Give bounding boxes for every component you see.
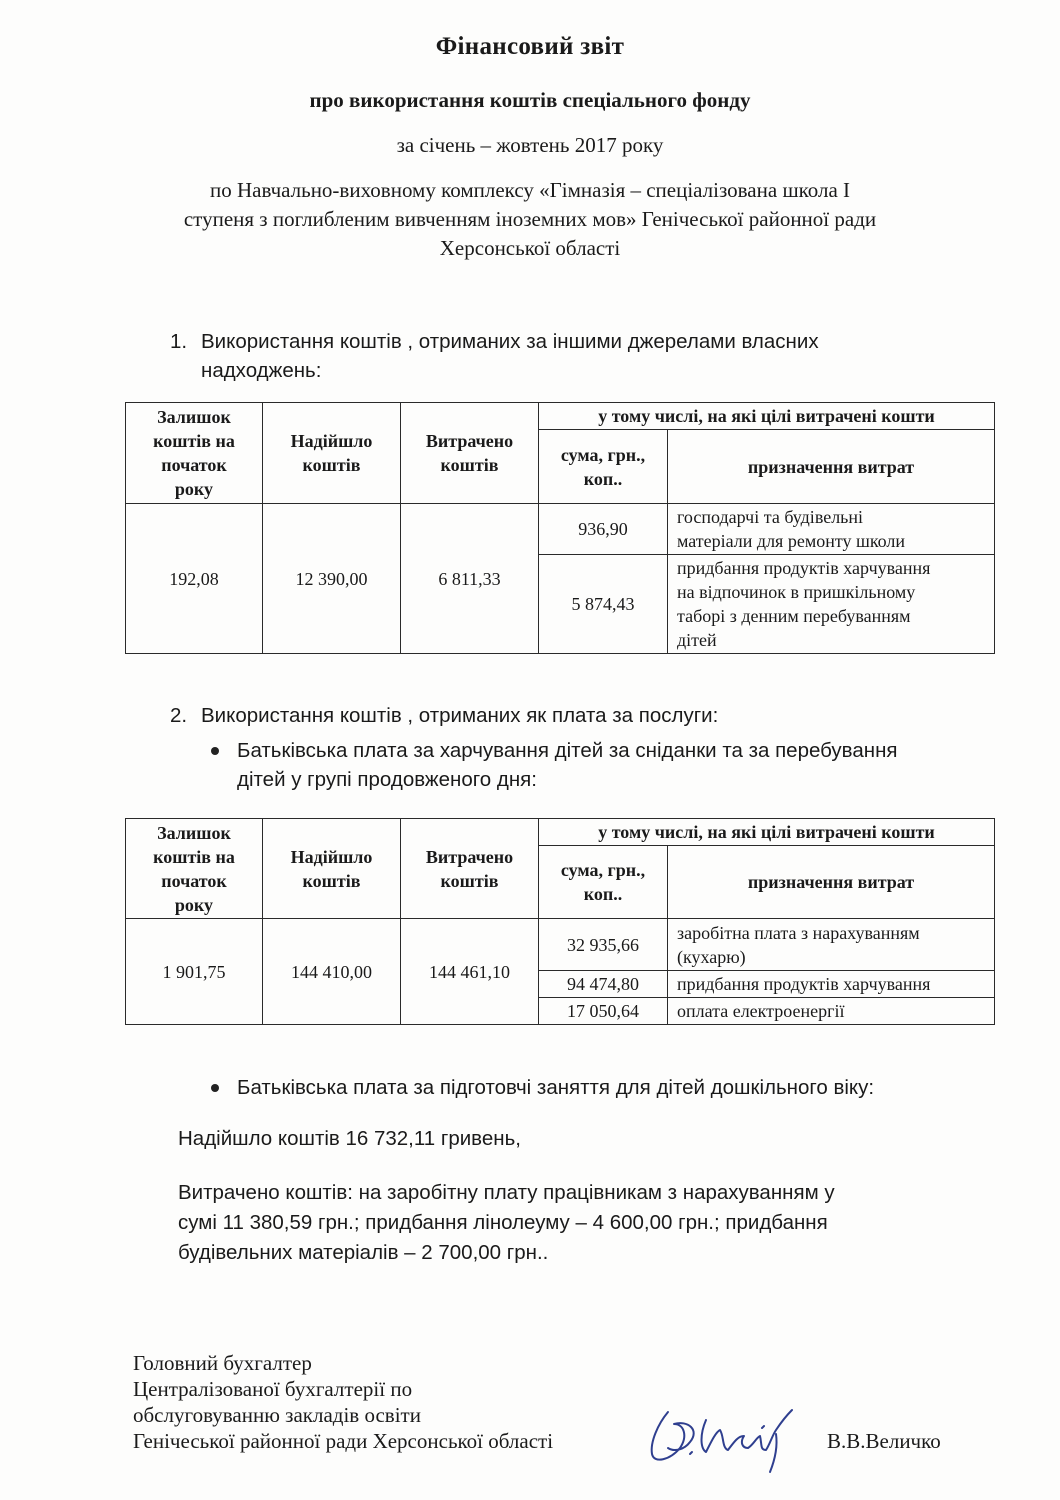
received-value: 144 410,00 [263,919,401,1025]
spent-value: 144 461,10 [401,919,539,1025]
bullet-1-line-2: дітей у групі продовженого дня: [237,768,537,791]
header-purpose: призначення витрат [668,430,995,504]
special-fund-table-2 [125,818,995,1025]
signatory-name: В.В.Величко [827,1429,941,1453]
header-spent: Витрачено коштів [401,403,539,504]
preschool-spent-line-2: сумі 11 380,59 грн.; придбання лінолеуму – 4 600,00 грн.; придбання [178,1211,828,1234]
header-received: Надійшло коштів [263,403,401,504]
header-balance: Залишок коштів на початок року [126,819,263,919]
header-including: у тому числі, на які цілі витрачені кошти [539,819,995,846]
report-period: за січень – жовтень 2017 року [396,133,664,157]
signatory-position-line-4: Генічеської районної ради Херсонської області [133,1429,554,1453]
section-2-number: 2. [170,704,188,727]
spent-value: 6 811,33 [401,504,539,654]
header-spent: Витрачено коштів [401,819,539,919]
expense-sum: 5 874,43 [539,555,668,654]
expense-sum: 17 050,64 [539,998,668,1025]
bullet-icon [211,1084,219,1092]
section-1-title-line-1: Використання коштів , отриманих за іншими джерелами власних [201,330,819,353]
signatory-position-line-2: Централізованої бухгалтерії по [133,1377,413,1401]
organization-line-2: ступеня з поглибленим вивченням іноземних мов» Генічеської районної ради [183,207,877,231]
document-title: Фінансовий звіт [435,33,625,60]
expense-sum: 94 474,80 [539,971,668,998]
section-2-title: Використання коштів , отриманих як плата за послуги: [201,704,719,727]
section-1-number: 1. [170,330,188,353]
header-sum: сума, грн., коп.. [539,430,668,504]
balance-value: 1 901,75 [126,919,263,1025]
preschool-received: Надійшло коштів 16 732,11 гривень, [178,1127,521,1150]
preschool-spent-line-1: Витрачено коштів: на заробітну плату працівникам з нарахуванням у [178,1181,835,1204]
header-including: у тому числі, на які цілі витрачені кошти [539,403,995,430]
header-balance: Залишок коштів на початок року [126,403,263,504]
bullet-1-line-1: Батьківська плата за харчування дітей за сніданки та за перебування [237,739,898,762]
header-sum: сума, грн., коп.. [539,846,668,919]
handwritten-signature [640,1390,820,1475]
signatory-position-line-1: Головний бухгалтер [133,1351,312,1375]
bullet-2-text: Батьківська плата за підготовчі заняття для дітей дошкільного віку: [237,1076,875,1099]
expense-purpose: заробітна плата з нарахуванням (кухарю) [668,919,995,971]
preschool-spent-line-3: будівельних матеріалів – 2 700,00 грн.. [178,1241,549,1264]
expense-sum: 936,90 [539,504,668,555]
organization-line-3: Херсонської області [439,236,621,260]
expense-purpose: оплата електроенергії [668,998,995,1025]
header-received: Надійшло коштів [263,819,401,919]
section-1-title-line-2: надходжень: [201,359,322,382]
header-purpose: призначення витрат [668,846,995,919]
received-value: 12 390,00 [263,504,401,654]
signatory-position-line-3: обслуговуванню закладів освіти [133,1403,421,1427]
special-fund-table-1 [125,402,995,654]
bullet-icon [211,747,219,755]
organization-line-1: по Навчально-виховному комплексу «Гімназія – спеціалізована школа І [209,178,851,202]
document-subtitle: про використання коштів спеціального фонду [309,88,751,112]
expense-sum: 32 935,66 [539,919,668,971]
expense-purpose: придбання продуктів харчування на відпочинок в пришкільному таборі з денним перебуванням дітей [668,555,995,654]
expense-purpose: господарчі та будівельні матеріали для ремонту школи [668,504,995,555]
balance-value: 192,08 [126,504,263,654]
expense-purpose: придбання продуктів харчування [668,971,995,998]
